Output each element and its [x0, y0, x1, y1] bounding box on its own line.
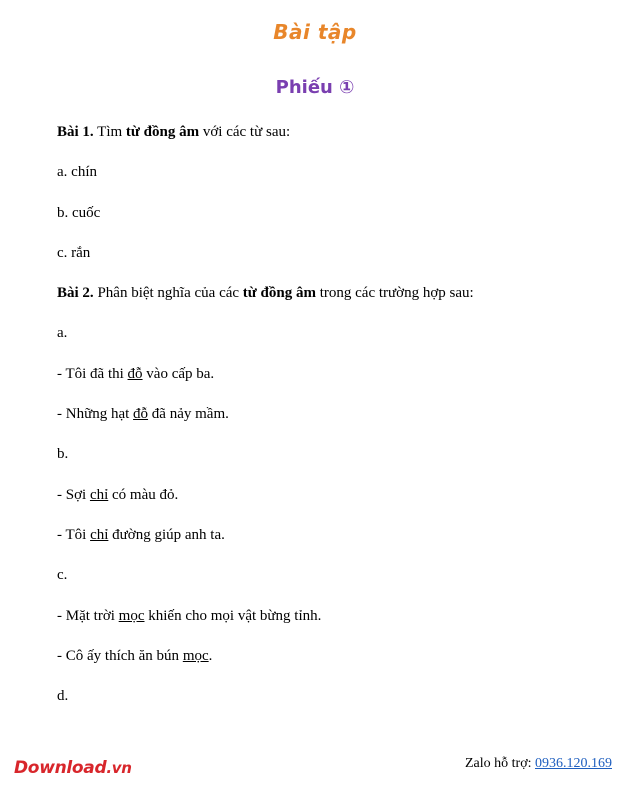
exercise-2-prompt	[57, 285, 597, 302]
sentence-text: có màu đỏ.	[108, 486, 179, 503]
exercise-1-text: Tìm	[93, 124, 126, 140]
sentence-text: - Tôi	[57, 526, 91, 543]
sentence-text: khiến cho mọi vật bừng tỉnh.	[144, 607, 322, 624]
sentence	[57, 608, 597, 625]
support-phone-link[interactable]: 0936.120.169	[535, 756, 612, 771]
exercise-2-label: Bài 2.	[57, 285, 94, 302]
sentence-text: - Mặt trời	[57, 607, 119, 624]
exercise-1-item: b. cuốc	[57, 204, 101, 221]
sentence	[57, 648, 597, 665]
group-label: d.	[57, 688, 69, 705]
exercise-1-item: c. rắn	[57, 244, 91, 261]
exercise-1-item: a. chín	[57, 164, 97, 181]
homonym-word: đỗ	[127, 365, 143, 382]
sheet-title: Phiếu ①	[275, 77, 355, 98]
logo-text: Download	[14, 758, 107, 778]
sentence	[57, 527, 597, 544]
exercise-1-text-end: với các từ sau:	[199, 124, 291, 140]
exercise-2-text-end: trong các trường hợp sau:	[315, 285, 474, 302]
group-label: a.	[57, 325, 68, 342]
homonym-word: mọc	[182, 647, 209, 664]
support-label: Zalo hỗ trợ:	[465, 756, 535, 771]
footer-support	[465, 756, 612, 772]
sentence	[57, 487, 597, 504]
exercise-1-prompt	[57, 124, 597, 141]
homonym-word: chỉ	[89, 486, 109, 503]
sentence-text: đường giúp anh ta.	[108, 526, 225, 543]
download-vn-logo[interactable]	[14, 758, 132, 778]
exercise-2-text: Phân biệt nghĩa của các	[93, 285, 243, 302]
sentence	[57, 406, 597, 423]
sentence-text: - Những hạt	[57, 406, 134, 423]
sentence-text: .	[208, 647, 213, 664]
sentence-text: vào cấp ba.	[142, 365, 215, 382]
logo-suffix: .vn	[106, 759, 132, 777]
group-label: b.	[57, 446, 69, 463]
exercise-1-label: Bài 1.	[57, 124, 94, 140]
exercise-2-keyword: từ đồng âm	[242, 285, 316, 302]
sentence-text: - Sợi	[57, 486, 90, 503]
sentence	[57, 366, 597, 383]
exercise-1-keyword: từ đồng âm	[125, 124, 200, 140]
sentence-text: - Tôi đã thi	[57, 365, 128, 382]
homonym-word: mọc	[118, 607, 145, 624]
group-label: c.	[57, 567, 68, 584]
sentence-text: - Cô ấy thích ăn bún	[57, 647, 183, 664]
exercise-content	[57, 124, 597, 728]
sentence-text: đã nảy mầm.	[148, 406, 229, 423]
page-title: Bài tập	[273, 20, 357, 44]
homonym-word: đỗ	[133, 406, 149, 423]
homonym-word: chỉ	[90, 526, 109, 543]
